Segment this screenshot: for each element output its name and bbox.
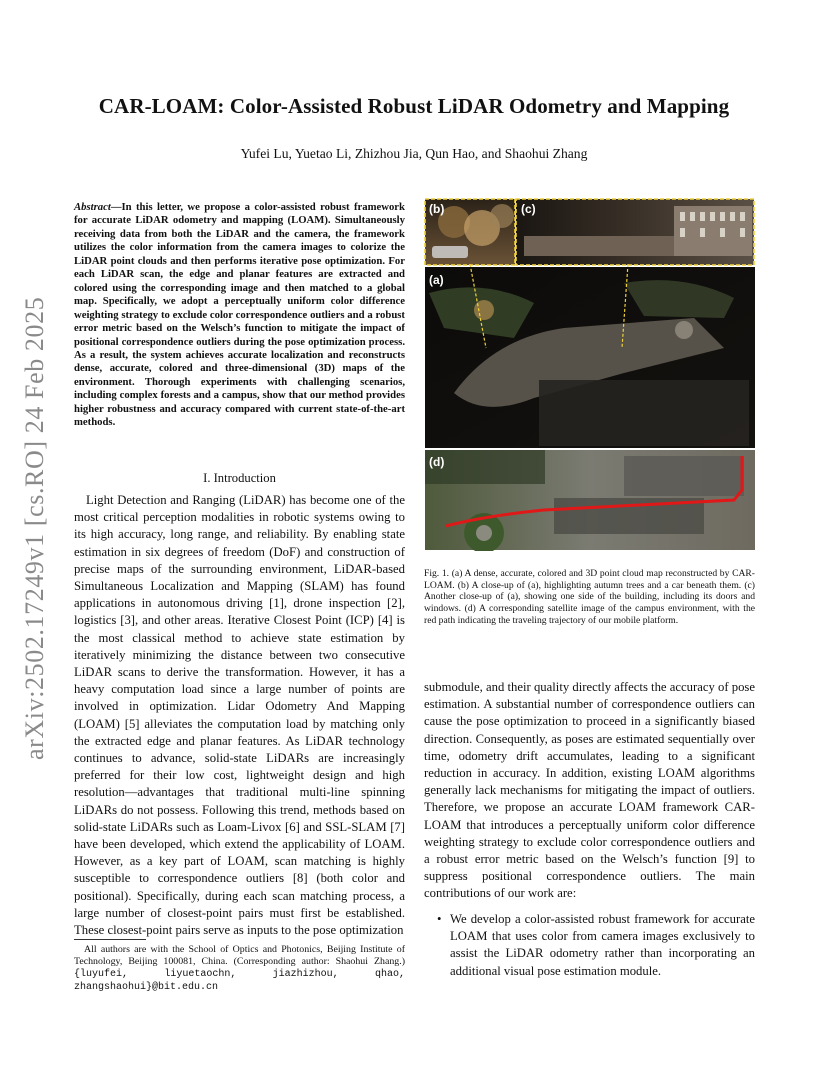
panel-c — [516, 199, 754, 265]
figure-1 — [424, 198, 756, 551]
author-list: Yufei Lu, Yuetao Li, Zhizhou Jia, Qun Hao, and Shaohui Zhang — [240, 146, 588, 161]
intro-right-column — [424, 679, 755, 903]
paper-title: CAR-LOAM: Color-Assisted Robust LiDAR Odometry and Mapping — [98, 94, 730, 118]
panel-d-label: (d) — [429, 455, 445, 469]
footnote-rule — [74, 939, 146, 940]
footnote-text: All authors are with the School of Optics and Photonics, Beijing Institute of Technology, Beijing 100081, China. (Corresponding author: Shaohui Zhang.) — [74, 944, 405, 967]
intro-left-column — [74, 492, 405, 939]
contribution-list — [437, 911, 755, 980]
figure-caption: Fig. 1. (a) A dense, accurate, colored and 3D point cloud map reconstructed by CAR-LOAM. (b) A close-up of (a), highlighting autumn trees and a car beneath them. (c) Another close-up of (a), showing one side of the building, including its doors and windows. (d) A corresponding satellite image of the campus environment, with the red path indicating the traveling trajectory of our mobile platform. — [424, 568, 755, 626]
panel-b — [425, 199, 515, 265]
intro-paragraph: Light Detection and Ranging (LiDAR) has become one of the most critical perception modalities in robotic systems owing to its high accuracy, long range, and reliability. By enabling state estimation in six degrees of freedom (DoF) and construction of precise maps of the surrounding environment, LiDAR-based Simultaneous Localization and Mapping (SLAM) has found applications in autonomous driving [1], drone inspection [2], logistics [3], and other areas. Iterative Closest Point (ICP) [4] is the most classical method to achieve state estimation by iteratively minimizing the distance between two consecutive LiDAR scans to derive the transformation. However, it has a heavy computation load since a large number of points are involved in optimization. Lidar Odometry And Mapping (LOAM) [5] alleviates the computation load by matching only the extracted edge and planar features. As LiDAR technology continues to advance, solid-state LiDARs are increasingly preferred for their low cost, lightweight design and high resolution—advantages that traditional multi-line spinning LiDARs do not possess. Following this trend, methods based on solid-state LiDARs such as Loam-Livox [6] and SSL-SLAM [7] have been developed, which extend the applicability of LOAM. However, as a key part of LOAM, scan matching is highly susceptible to correspondence outliers [8] (both color and positional). Specifically, during each scan matching process, a large number of closest-point pairs must first be established. These closest-point pairs serve as inputs to the pose optimization — [74, 493, 405, 938]
abstract-label: Abstract — [74, 201, 111, 213]
panel-a-label: (a) — [429, 273, 444, 287]
bullet-icon: • — [437, 912, 442, 926]
footnote-emails: {luyufei, liyuetaochn, jiazhizhou, qhao, zhangshaohui}@bit.edu.cn — [74, 969, 405, 993]
contribution-text: We develop a color-assisted robust framework for accurate LOAM that uses color from camera images exclusively to assist the LiDAR odometry rather than incorporating an additional visual pose estimation module. — [450, 912, 755, 978]
panel-a — [425, 264, 755, 448]
footnote — [74, 944, 405, 994]
intro-right-paragraph: submodule, and their quality directly affects the accuracy of pose estimation. A substantial number of correspondence outliers can cause the pose optimization to proceed in a significantly biased direction. Consequently, as poses are estimated sequentially over time, odometry drift accumulates, leading to a significant reduction in accuracy. In addition, existing LOAM algorithms generally lack mechanisms for mitigating the impact of outliers. Therefore, we propose an accurate LOAM framework CAR-LOAM that introduces a perceptually uniform color difference weighting strategy to exclude color correspondence outliers and a robust error metric based on the Welsch’s function [9] to suppress positional correspondence outliers. The main contributions of our work are: — [424, 680, 755, 901]
panel-c-label: (c) — [521, 202, 536, 216]
arxiv-stamp: arXiv:2502.17249v1 [cs.RO] 24 Feb 2025 — [20, 296, 49, 760]
panel-d — [425, 450, 755, 551]
section-heading: I. Introduction — [203, 471, 276, 485]
figure-1-image — [424, 198, 756, 551]
panel-b-label: (b) — [429, 202, 445, 216]
abstract — [74, 201, 405, 430]
abstract-text: —In this letter, we propose a color-assisted robust framework for accurate LiDAR odometry and mapping (LOAM). Simultaneously receiving data from both the LiDAR and the camera, the framework utilizes the color information from the camera images to colorize the LiDAR point clouds and then performs iterative pose optimization. For each LiDAR scan, the edge and planar features are extracted and colored using the corresponding image and then matched to a global map. Specifically, we adopt a perceptually uniform color difference weighting strategy to exclude color correspondence outliers and a robust error metric based on the Welsch’s function to mitigate the impact of positional correspondence outliers during the pose optimization process. As a result, the system achieves accurate localization and reconstructs dense, accurate, colored and three-dimensional (3D) maps of the environment. Thorough experiments with challenging scenarios, including complex forests and a campus, show that our method provides higher robustness and accuracy compared with current state-of-the-art methods. — [74, 201, 405, 429]
contribution-item — [437, 911, 755, 980]
